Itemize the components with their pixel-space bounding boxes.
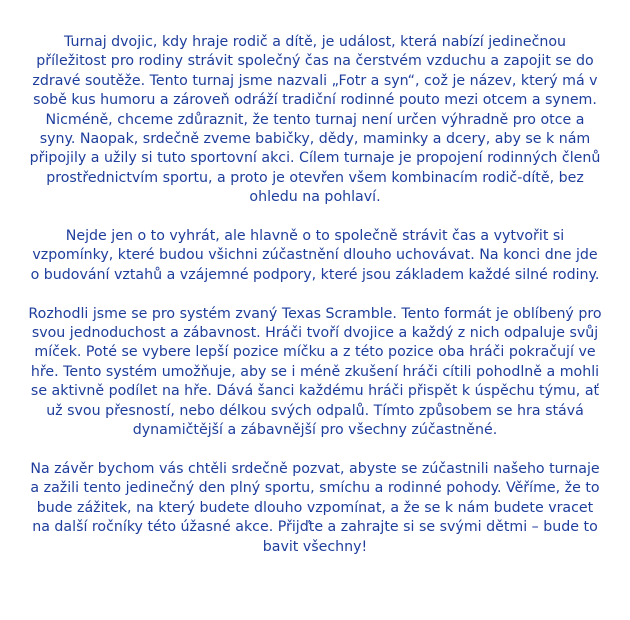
paragraph-invitation: Na závěr bychom vás chtěli srdečně pozvat, abyste se zúčastnili našeho turnaje a zažili tento jedinečný den plný sportu, smíchu a rodinné pohody. Věříme, že to bude zážitek, na který budete dlouho vzpomínat, a že se k nám budete vracet na další ročníky této úžasné akce. Přijďte a zahrajte si se svými dětmi – bude to bavit všechny! — [30, 460, 600, 555]
paragraph-texas-scramble: Rozhodli jsme se pro systém zvaný Texas Scramble. Tento formát je oblíbený pro svou jednoduchost a zábavnost. Hráči tvoří dvojice a každý z nich odpaluje svůj míček. Poté se vybere lepší pozice míčku a z této pozice oba hráči pokračují ve hře. Tento systém umožňuje, aby se i méně zkušení hráči cítili pohodlně a mohli se aktivně podílet na hře. Dává šanci každému hráči přispět k úspěchu týmu, ať už svou přesností, nebo délkou svých odpalů. Tímto způsobem se hra stává dynamičtější a zábavnější pro všechny zúčastněné. — [28, 305, 602, 439]
article-body — [28, 33, 602, 576]
paragraph-memories: Nejde jen o to vyhrát, ale hlavně o to společně strávit čas a vytvořit si vzpomínky, které budou všichni zúčastnění dlouho uchovávat. Na konci dne jde o budování vztahů a vzájemné podpory, které jsou základem každé silné rodiny. — [30, 228, 600, 283]
paragraph-intro: Turnaj dvojic, kdy hraje rodič a dítě, je událost, která nabízí jedinečnou příležitost pro rodiny strávit společný čas na čerstvém vzduchu a zapojit se do zdravé soutěže. Tento turnaj jsme nazvali „Fotr a syn“, což je název, který má v sobě kus humoru a zároveň odráží tradiční rodinné pouto mezi otcem a synem. Nicméně, chceme zdůraznit, že tento turnaj není určen výhradně pro otce a syny. Naopak, srdečně zveme babičky, dědy, maminky a dcery, aby se k nám připojily a užily si tuto sportovní akci. Cílem turnaje je propojení rodinných členů prostřednictvím sportu, a proto je otevřen všem kombinacím rodič-dítě, bez ohledu na pohlaví. — [29, 34, 601, 206]
